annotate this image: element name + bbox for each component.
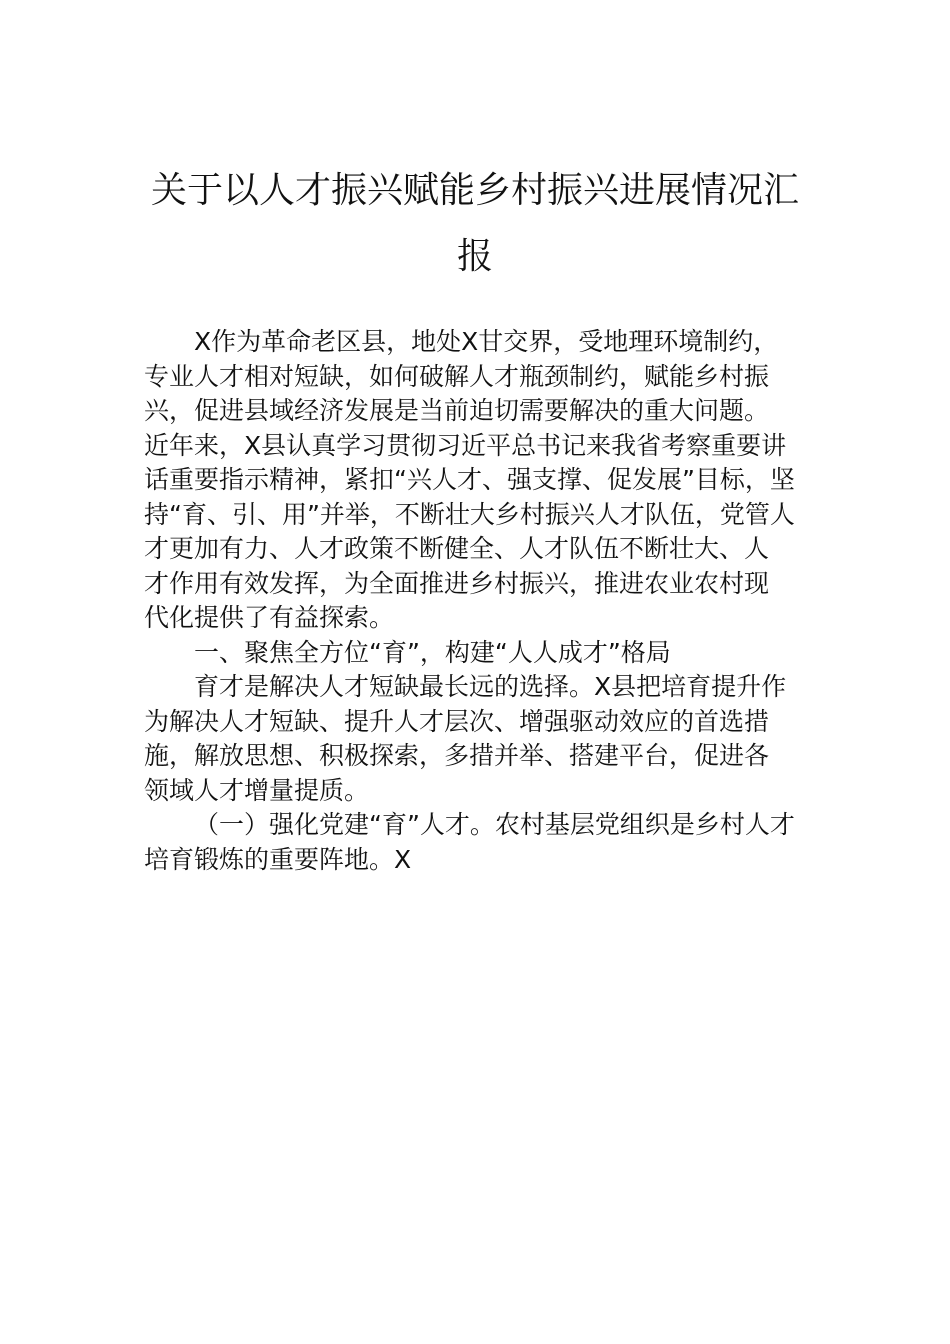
paragraph-intro-line-1: X作为革命老区县，地处X甘交界，受地理环境制约， bbox=[194, 327, 779, 356]
document-title bbox=[140, 158, 810, 290]
paragraph-intro-line-3: 兴，促进县域经济发展是当前迫切需要解决的重大问题。 bbox=[144, 396, 770, 425]
paragraph-intro-line-5: 话重要指示精神，紧扣“兴人才、强支撑、促发展”目标，坚 bbox=[144, 465, 795, 494]
paragraph-section1-line-4: 领域人才增量提质。 bbox=[144, 775, 370, 805]
paragraph-section1-line-3: 施，解放思想、积极探索，多措并举、搭建平台，促进各 bbox=[144, 741, 770, 770]
paragraph-intro-line-6: 持“育、引、用”并举，不断壮大乡村振兴人才队伍，党管人 bbox=[144, 499, 795, 529]
subsection-1-line-1: （一）强化党建“育”人才。农村基层党组织是乡村人才 bbox=[194, 810, 795, 839]
title-line-1: 关于以人才振兴赋能乡村振兴进展情况汇 bbox=[150, 170, 799, 211]
document-body bbox=[144, 325, 824, 877]
paragraph-section1-line-1: 育才是解决人才短缺最长远的选择。X县把培育提升作 bbox=[194, 672, 787, 701]
subsection-1-line-2: 培育锻炼的重要阵地。X bbox=[144, 844, 412, 874]
paragraph-intro-line-9: 代化提供了有益探索。 bbox=[144, 603, 395, 632]
paragraph-section1-line-2: 为解决人才短缺、提升人才层次、增强驱动效应的首选措 bbox=[144, 706, 770, 736]
paragraph-intro-line-4: 近年来，X县认真学习贯彻习近平总书记来我省考察重要讲 bbox=[144, 430, 787, 460]
section-heading-1: 一、聚焦全方位“育”，构建“人人成才”格局 bbox=[194, 637, 671, 667]
paragraph-intro-line-2: 专业人才相对短缺，如何破解人才瓶颈制约，赋能乡村振 bbox=[144, 361, 770, 391]
paragraph-intro-line-8: 才作用有效发挥，为全面推进乡村振兴，推进农业农村现 bbox=[144, 568, 770, 598]
paragraph-intro-line-7: 才更加有力、人才政策不断健全、人才队伍不断壮大、人 bbox=[144, 534, 770, 563]
title-line-2: 报 bbox=[456, 236, 493, 277]
